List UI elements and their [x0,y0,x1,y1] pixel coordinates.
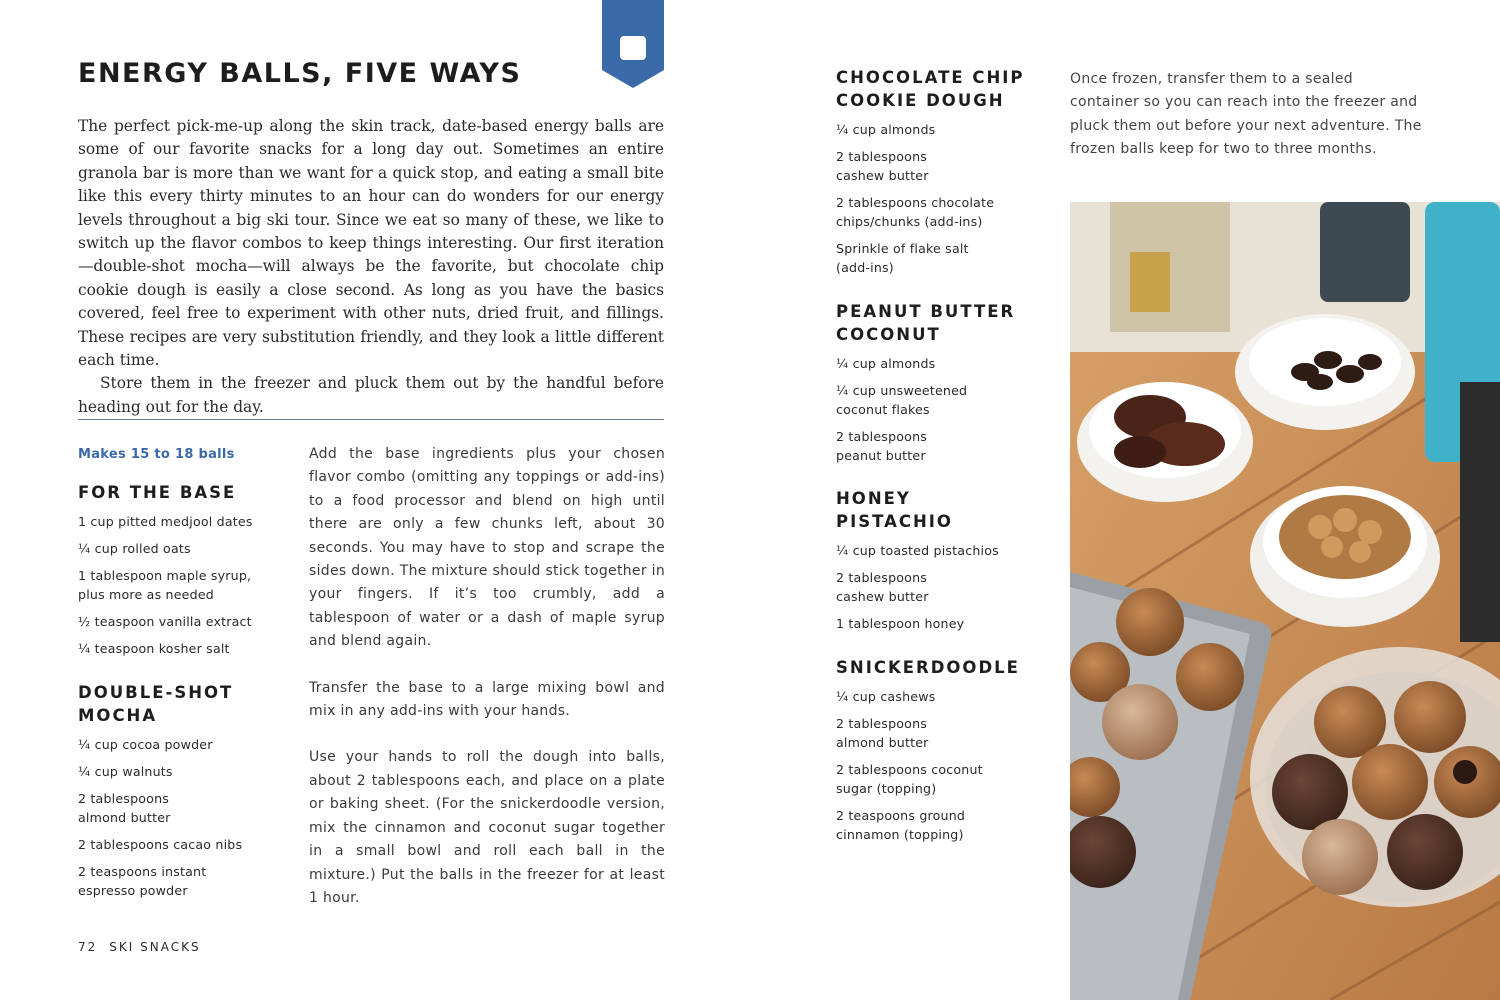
ingredients-snickerdoodle [836,656,1036,852]
recipe-yield: Makes 15 to 18 balls [78,447,235,462]
ingredient-item: ¼ teaspoon kosher salt [78,641,230,656]
method-steps [309,443,665,933]
ingredient-item: 1 tablespoon maple syrup, plus more as needed [78,568,252,602]
bookmark-tab-icon [602,0,664,88]
ingredients-heading: SNICKERDOODLE [836,658,1020,677]
ingredients-heading: DOUBLE-SHOT MOCHA [78,683,234,725]
section-name: SKI SNACKS [109,940,201,954]
ingredient-item: 2 tablespoons chocolate chips/chunks (add-ins) [836,195,995,229]
ingredient-item: 1 cup pitted medjool dates [78,514,253,529]
ingredient-item: 2 tablespoons almond butter [836,716,929,750]
ingredient-item: 2 teaspoons instant espresso powder [78,864,207,898]
ingredient-item: 2 tablespoons peanut butter [836,429,928,463]
ingredients-honey-pistachio [836,487,1036,641]
section-divider [78,419,664,420]
ingredient-item: ¼ cup unsweetened coconut flakes [836,383,968,417]
ingredients-heading: CHOCOLATE CHIP COOKIE DOUGH [836,68,1025,110]
ingredient-item: 2 tablespoons coconut sugar (topping) [836,762,983,796]
ingredients-peanut-butter-coconut [836,300,1036,473]
intro-text [78,115,664,419]
ingredients-mocha [78,681,298,908]
ingredient-item: 2 tablespoons almond butter [78,791,171,825]
ingredient-item: 2 tablespoons cacao nibs [78,837,243,852]
intro-paragraph-1: The perfect pick-me-up along the skin track, date-based energy balls are some of our favorite snacks for a long day out. Sometimes an entire granola bar is more than we want for a quick stop, and eating a small bite like this every thirty minutes to an hour can do wonders for our energy levels throughout a big ski tour. Since we eat so many of these, we like to switch up the flavor combos to keep things interesting. Our first iteration—double-shot mocha—will always be the favorite, but chocolate chip cookie dough is easily a close second. As long as you have the basics covered, feel free to experiment with other nuts, dried fruit, and fillings. These recipes are very substitution friendly, and they look a little different each time. [78,117,664,370]
intro-paragraph-2: Store them in the freezer and pluck them out by the handful before heading out for the day. [78,374,664,416]
ingredient-item: ¼ cup cocoa powder [78,737,213,752]
ingredient-item: 2 tablespoons cashew butter [836,149,929,183]
page-footer [78,940,213,954]
ingredient-item: ¼ cup almonds [836,122,936,137]
ingredient-list [836,354,1036,465]
page-number: 72 [78,940,98,954]
recipe-title: ENERGY BALLS, FIVE WAYS [78,58,522,89]
ingredient-item: ¼ cup toasted pistachios [836,543,999,558]
ingredients-heading: PEANUT BUTTER COCONUT [836,302,1016,344]
method-step: Use your hands to roll the dough into balls, about 2 tablespoons each, and place on a plate or baking sheet. (For the snickerdoodle version, mix the cinnamon and coconut sugar together in a small bowl and roll each ball in the mixture.) Put the balls in the freezer for at least 1 hour. [309,749,665,906]
ingredients-heading: HONEY PISTACHIO [836,489,953,531]
storage-text: Once frozen, transfer them to a sealed container so you can reach into the freezer and pluck them out before your next adventure. The frozen balls keep for two to three months. [1070,71,1422,158]
ingredient-item: Sprinkle of flake salt (add-ins) [836,241,969,275]
food-photo-illustration [1070,202,1500,1000]
ingredient-list [78,735,298,900]
ingredient-item: 2 teaspoons ground cinnamon (topping) [836,808,966,842]
ingredient-item: ¼ cup cashews [836,689,936,704]
ingredients-heading: FOR THE BASE [78,483,237,502]
ingredient-list [836,541,1036,633]
energy-balls-photo [1070,202,1500,1000]
ingredient-item: ½ teaspoon vanilla extract [78,614,252,629]
ingredient-item: ¼ cup rolled oats [78,541,191,556]
ingredient-item: ¼ cup almonds [836,356,936,371]
method-step: Transfer the base to a large mixing bowl and mix in any add-ins with your hands. [309,679,665,720]
method-step: Add the base ingredients plus your chosen flavor combo (omitting any toppings or add-ins) to a food processor and blend on high until there are only a few chunks left, about 30 seconds. You may have to stop and scrape the sides down. The mixture should stick together in your fingers. If it’s too crumbly, add a tablespoon of water or a dash of maple syrup and blend again. [309,446,665,650]
ingredient-item: 1 tablespoon honey [836,616,965,631]
ingredient-item: ¼ cup walnuts [78,764,173,779]
right-page [750,0,1500,1000]
ingredient-list [78,512,298,658]
ingredients-cookie-dough [836,66,1036,285]
ingredients-base [78,481,298,666]
ingredient-list [836,687,1036,844]
ingredient-item: 2 tablespoons cashew butter [836,570,929,604]
ingredient-list [836,120,1036,277]
